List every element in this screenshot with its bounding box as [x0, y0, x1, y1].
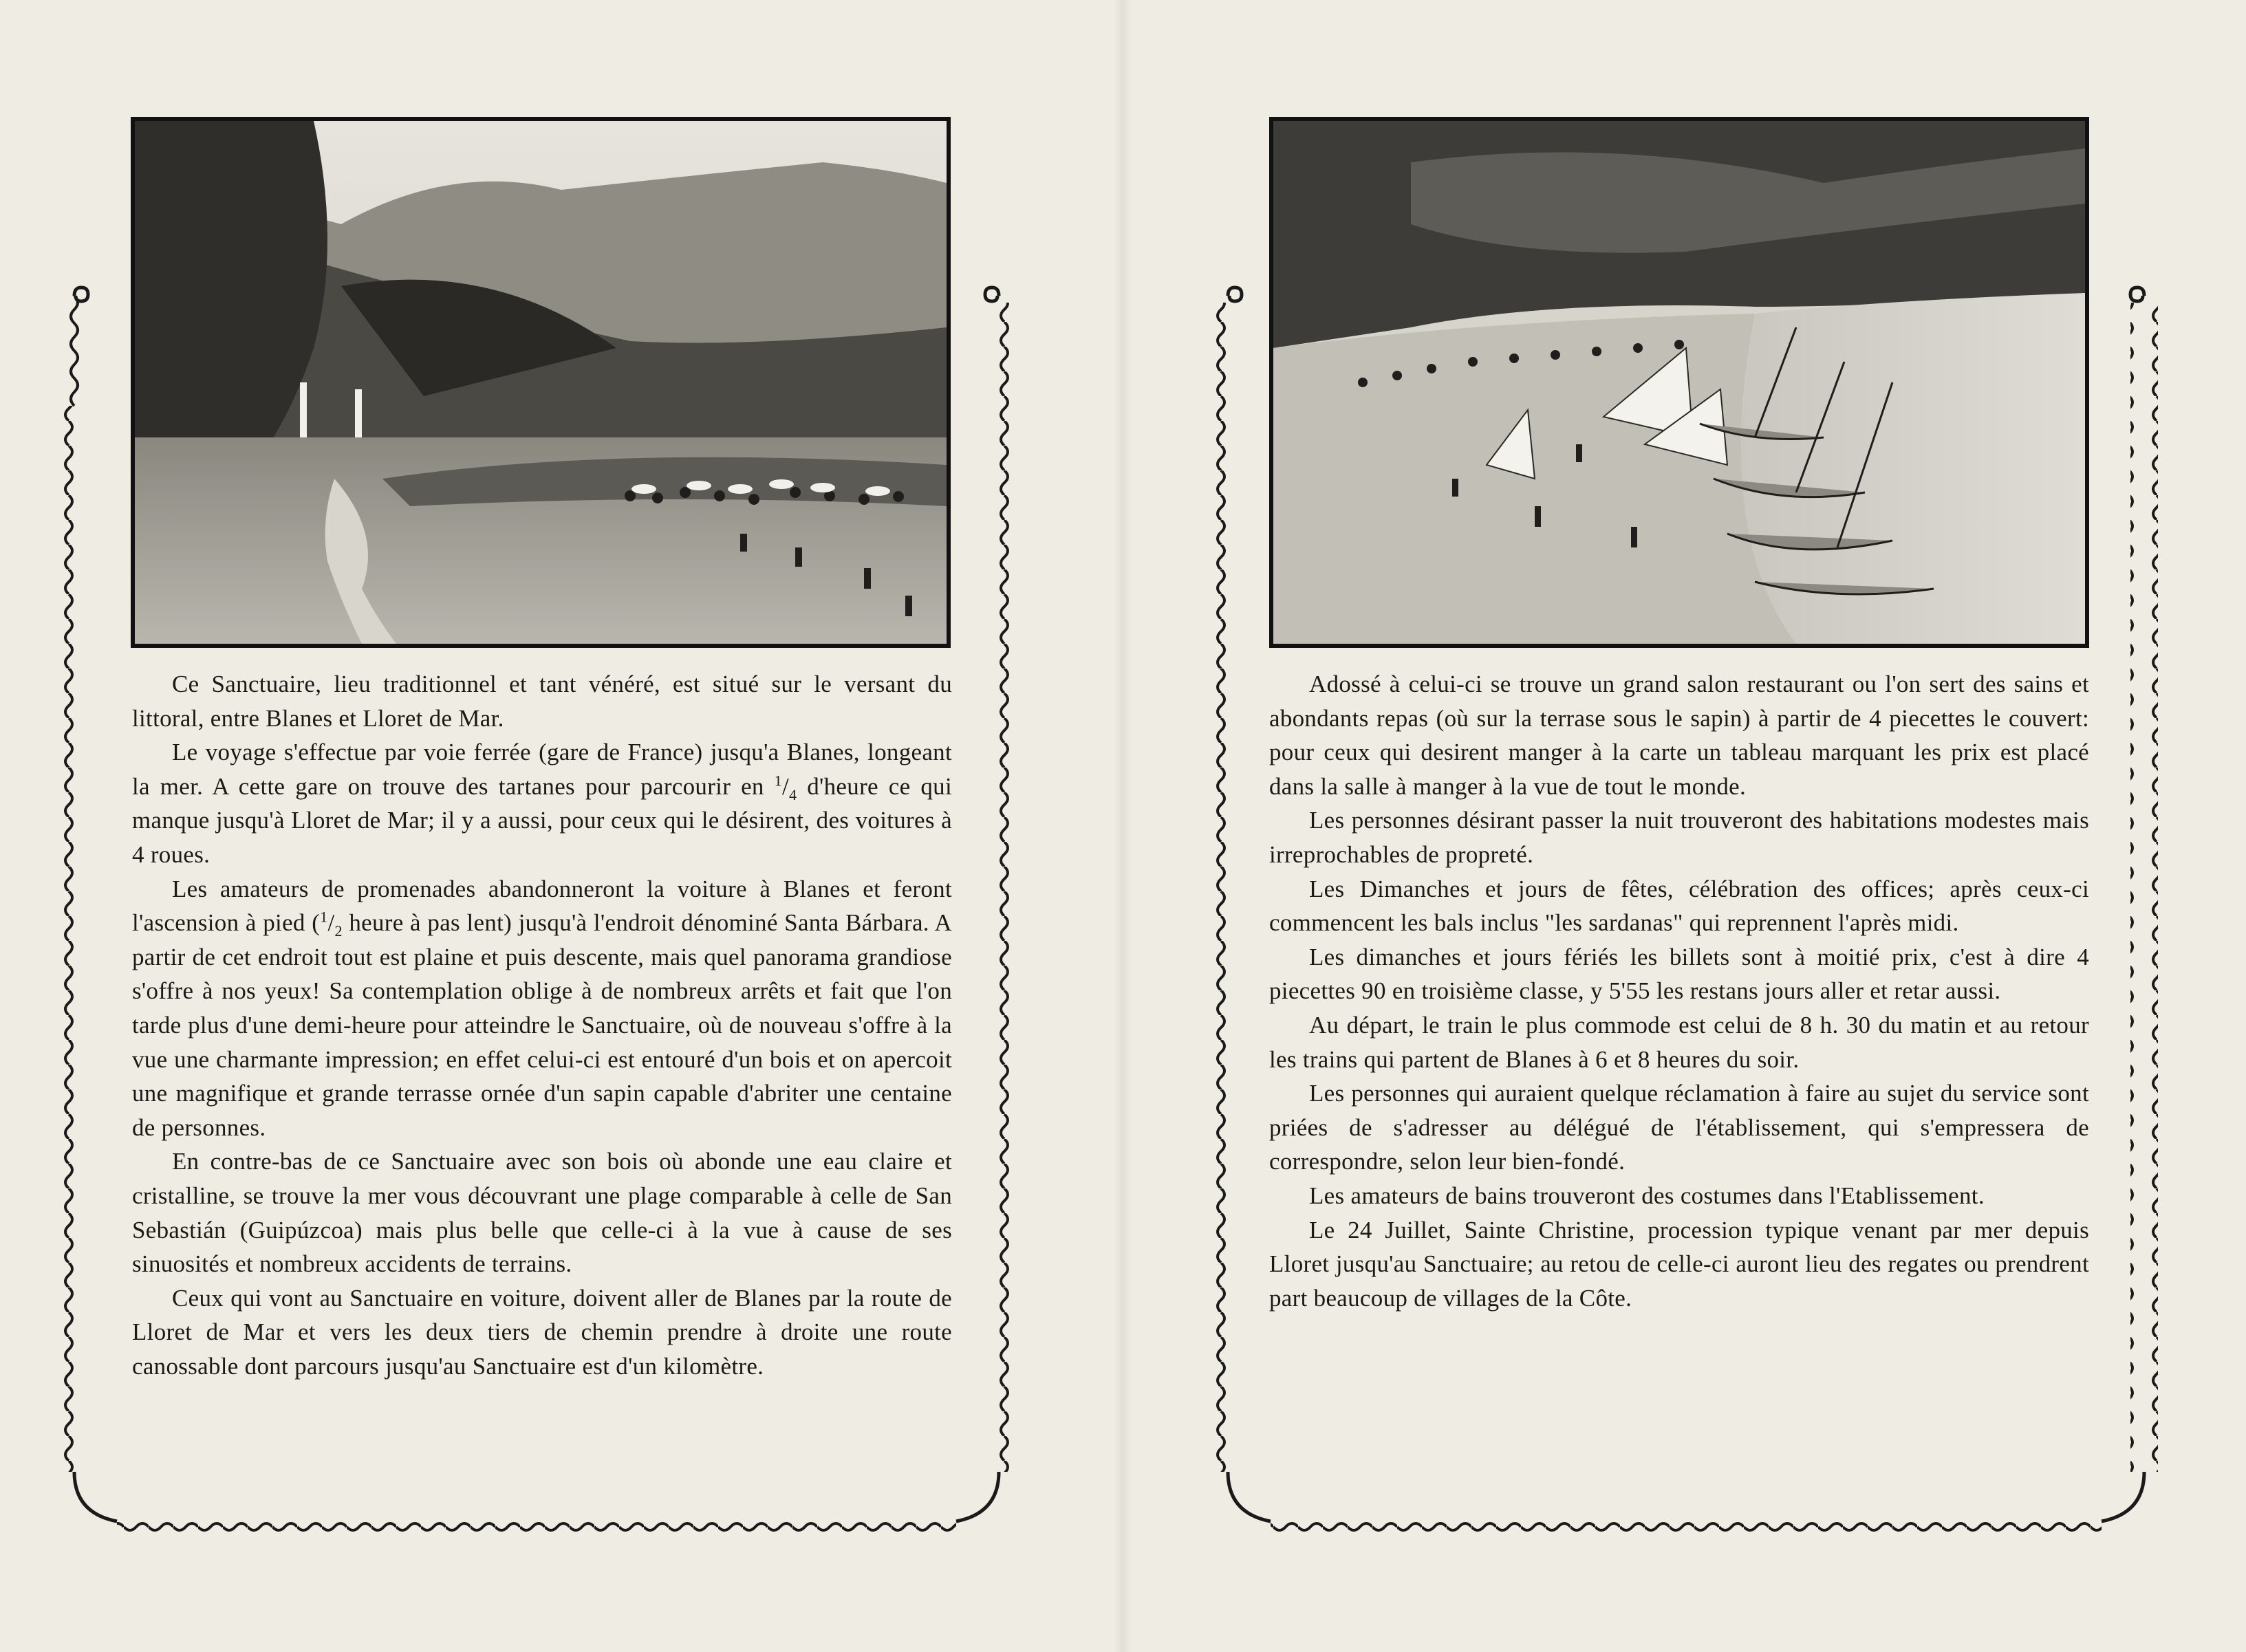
left-paragraph-3-rest: heure à pas lent) jusqu'à l'endroit dénominé Santa Bárbara. A partir de cet endroit tout est plaine et puis descente, mais quel panorama grandiose s'offre à nos yeux! Sa contemplation oblige à de nombreux arrêts et fait que l'on tarde plus d'une demi-heure pour atteindre le Sanctuaire, où de nouveau s'offre à la vue une charmante impression; en effet celui-ci est entouré d'un bois et on apercoit une magnifique et grande terrasse ornée d'un sapin capable d'abriter une centaine de personnes.: [132, 909, 952, 1141]
left-paragraph-3-text: Les amateurs de promenades abandonneront la voiture à Blanes et feront l'ascension à pied (: [132, 875, 952, 937]
right-paragraph-5: Au départ, le train le plus commode est celui de 8 h. 30 du matin et au retour les trains qui partent de Blanes à 6 et 8 heures du soir.: [1269, 1011, 2089, 1073]
beach-boats-photo: [1269, 117, 2089, 648]
left-paragraph-2: Le voyage s'effectue par voie ferrée (gare de France) jusqu'a Blanes, longeant la mer. A cette gare on trouve des tartanes pour parcourir en $^1/_4$ d'heure ce qui manque jusqu'à Lloret de Mar; il y a aussi, pour ceux qui le désirent, des voitures à 4 roues.: [132, 739, 952, 868]
right-paragraph-7: Les amateurs de bains trouveront des costumes dans l'Etablissement.: [1309, 1182, 1985, 1209]
fraction-denominator: 2: [334, 922, 343, 940]
left-page: [0, 0, 1121, 1652]
left-paragraph-1: Ce Sanctuaire, lieu traditionnel et tant vénéré, est situé sur le versant du littoral, entre Blanes et Lloret de Mar.: [132, 671, 952, 732]
right-page: [1125, 0, 2246, 1652]
left-paragraph-2-rest: d'heure ce qui manque jusqu'à Lloret de Mar; il y a aussi, pour ceux qui le désirent, des voitures à 4 roues.: [132, 772, 952, 868]
right-paragraph-6: Les personnes qui auraient quelque réclamation à faire au sujet du service sont priées de s'adresser au délégué de l'établissement, qui s'empressera de correspondre, selon leur bien-fondé.: [1269, 1080, 2089, 1175]
left-paragraph-5: Ceux qui vont au Sanctuaire en voiture, doivent aller de Blanes par la route de Lloret de Mar et vers les deux tiers de chemin prendre à droite une route canossable dont parcours jusqu'au Sanctuaire est d'un kilomètre.: [132, 1284, 952, 1380]
left-paragraph-3: Les amateurs de promenades abandonneront la voiture à Blanes et feront l'ascension à pied ($^1/_2$ heure à pas lent) jusqu'à l'endroit dénominé Santa Bárbara. A partir de cet endroit tout est plaine et puis descente, mais quel panorama grandiose s'offre à nos yeux! Sa contemplation oblige à de nombreux arrêts et fait que l'on tarde plus d'une demi-heure pour atteindre le Sanctuaire, où de nouveau s'offre à la vue une charmante impression; en effet celui-ci est entouré d'un bois et on apercoit une magnifique et grande terrasse ornée d'un sapin capable d'abriter une centaine de personnes.: [132, 875, 952, 1141]
fraction-numerator: 1: [320, 908, 328, 926]
right-paragraph-4: Les dimanches et jours fériés les billets sont à moitié prix, c'est à dire 4 piecettes 90 en troisième classe, y 5'55 les restans jours aller et retar aussi.: [1269, 943, 2089, 1005]
right-paragraph-8: Le 24 Juillet, Sainte Christine, procession typique venant par mer depuis Lloret jusqu'au Sanctuaire; au retou de celle-ci auront lieu des regates ou prendrent part beaucoup de villages de la Côte.: [1269, 1216, 2089, 1312]
right-paragraph-1: Adossé à celui-ci se trouve un grand salon restaurant ou l'on sert des sains et abondants repas (où sur la terrase sous le sapin) à partir de 4 piecettes le couvert: pour ceux qui desirent manger à la carte un tableau marquant les prix est placé dans la salle à manger à la vue de tout le monde.: [1269, 671, 2089, 800]
left-paragraph-2-text: Le voyage s'effectue par voie ferrée (gare de France) jusqu'a Blanes, longeant la mer. A cette gare on trouve des tartanes pour parcourir en: [132, 739, 952, 800]
valley-procession-image: [135, 121, 947, 644]
left-paragraph-4: En contre-bas de ce Sanctuaire avec son bois où abonde une eau claire et cristalline, se trouve la mer vous découvrant une plage comparable à celle de San Sebastián (Guipúzcoa) mais plus belle que celle-ci à la vue à cause de ses sinuosités et nombreux accidents de terrains.: [132, 1148, 952, 1278]
fraction-numerator: 1: [774, 772, 782, 790]
beach-boats-image: [1273, 121, 2085, 644]
sanctuary-procession-photo: [131, 117, 951, 648]
right-paragraph-2: Les personnes désirant passer la nuit trouveront des habitations modestes mais irreprochables de propreté.: [1269, 807, 2089, 868]
fraction-denominator: 4: [788, 785, 797, 803]
right-paragraph-3: Les Dimanches et jours de fêtes, célébration des offices; après ceux-ci commencent les bals inclus "les sardanas" qui reprennent l'après midi.: [1269, 875, 2089, 937]
left-page-text: [132, 667, 952, 1383]
right-page-text: [1269, 667, 2089, 1315]
